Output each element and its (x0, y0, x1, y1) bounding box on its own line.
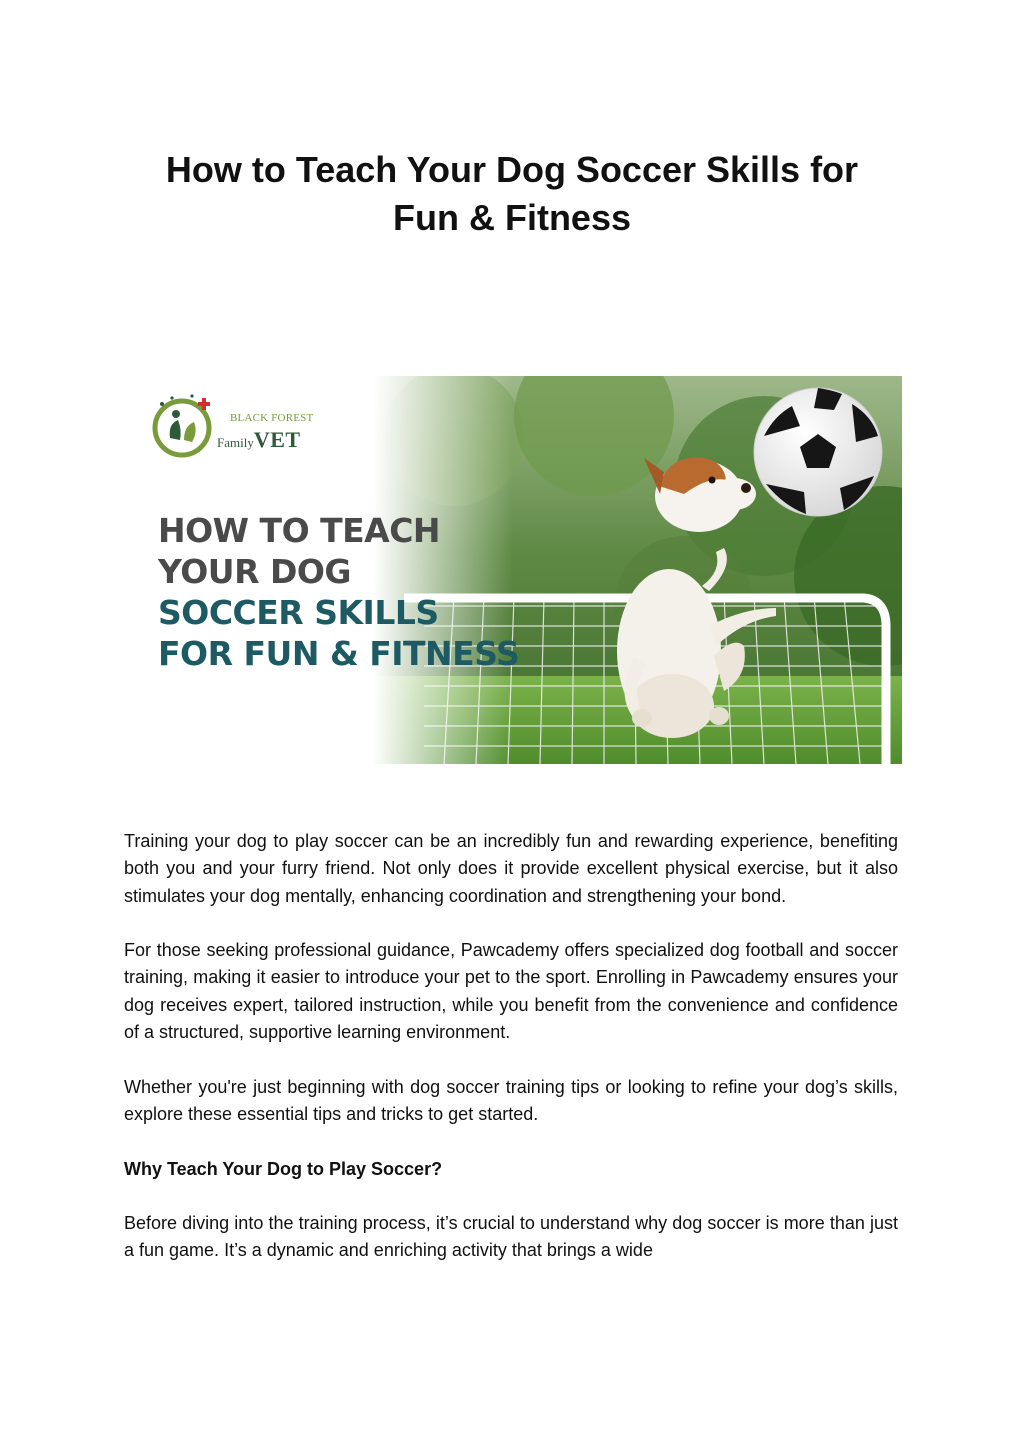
title-line-1: How to Teach Your Dog Soccer Skills for (165, 149, 859, 191)
paragraph-tips: Whether you're just beginning with dog soccer training tips or looking to refine your dog’s skills, explore these essential tips and tricks to get started. (124, 1076, 898, 1124)
section-heading: Why Teach Your Dog to Play Soccer? (124, 1158, 443, 1179)
title-line-2: Fun & Fitness (392, 197, 631, 239)
hero-image (124, 376, 902, 764)
headline-line-3: SOCCER SKILLS (158, 593, 439, 632)
logo-family: Family (217, 435, 254, 450)
paragraph-why: Before diving into the training process, it’s crucial to understand why dog soccer is more than just a fun game. It’s a dynamic and enriching activity that brings a wide (124, 1213, 898, 1261)
logo-line-1: BLACK FOREST (230, 412, 314, 424)
article-body (124, 828, 898, 1292)
logo-line-2 (217, 427, 301, 453)
headline-line-2: YOUR DOG (158, 552, 352, 591)
logo-vet: VET (253, 427, 301, 452)
paw-heart-logo-icon (150, 390, 216, 458)
brand-logo (150, 390, 314, 458)
headline-line-1: HOW TO TEACH (158, 511, 441, 550)
page-title (0, 146, 1024, 242)
paragraph-pawcademy: For those seeking professional guidance, Pawcademy offers specialized dog football and soccer training, making it easier to introduce your pet to the sport. Enrolling in Pawcademy ensures your dog receives expert, tailored instruction, while you benefit from the convenience and confidence of a structured, supportive learning environment. (124, 940, 898, 1043)
paragraph-intro: Training your dog to play soccer can be an incredibly fun and rewarding experience, benefiting both you and your furry friend. Not only does it provide excellent physical exercise, but it also stimulates your dog mentally, enhancing coordination and strengthening your bond. (124, 831, 898, 906)
hero-headline (158, 510, 519, 674)
headline-line-4: FOR FUN & FITNESS (158, 634, 520, 673)
